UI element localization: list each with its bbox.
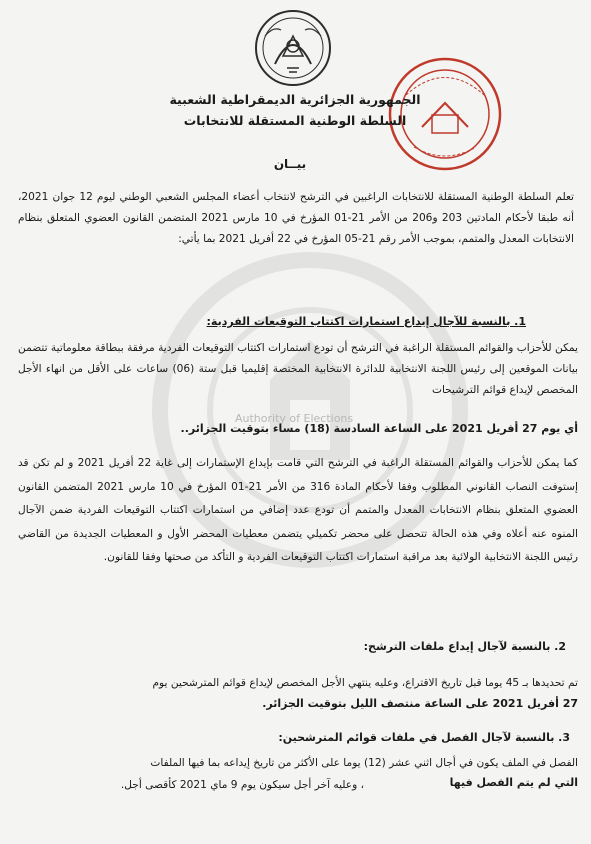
section-1-heading: 1. بالنسبة للآجال إيداع استمارات اكتتاب التوقيعات الفردية:	[206, 315, 526, 328]
section-1-deadline: أي يوم 27 أفريل 2021 على الساعة السادسة (18) مساء بتوقيت الجزائر..	[180, 422, 578, 435]
intro-paragraph: تعلم السلطة الوطنية المستقلة للانتخابات الراغبين في الترشح لانتخاب أعضاء المجلس الشعبي الوطني ليوم 12 جوان 2021، أنه طبقا لأحكام المادتين 203 و206 من الأمر 21-01 المؤرخ في 10 مارس 2021 المتضمن القانون العضوي المتعلق بنظام الانتخابات المعدل والمتمم، بموجب الأمر رقم 21-05 المؤرخ في 22 أفريل 2021 بما يأتي:	[18, 191, 575, 245]
section-3-paragraph: الفصل في الملف يكون في أجال اثني عشر (12) يوما على الأكثر من تاريخ إيداعه بما فيها الملفات	[150, 757, 578, 769]
section-2-paragraph: تم تحديدها بـ 45 يوما قبل تاريخ الاقتراع، وعليه ينتهي الأجل المخصص لإيداع قوائم المترشحين يوم	[152, 677, 578, 689]
republic-heading: الجمهورية الجزائرية الديمقراطية الشعبية	[169, 92, 421, 107]
section-1-paragraph-a: يمكن للأحزاب والقوائم المستقلة الراغبة في الترشح أن تودع استمارات اكتتاب التوقيعات الفردية مرفقة ببطاقة معلوماتية تتضمن بيانات الموقعين إلى رئيس اللجنة الانتخابية للدائرة الانتخابية المختصة إقليميا قبل ستة (06) ساعات على الأقل من انهاء الأجل المخصص لإيداع قوائم الترشيحات	[18, 342, 578, 396]
section-3-paragraph-end: ، وعليه آخر أجل سيكون يوم 9 ماي 2021 كأقصى أجل.	[120, 779, 364, 791]
section-3-heading: 3. بالنسبة لآجال الفصل في ملفات قوائم المترشحين:	[278, 731, 570, 744]
section-2-heading: 2. بالنسبة لآجال إيداع ملفات الترشح:	[363, 640, 566, 653]
section-1-paragraph-b: كما يمكن للأحزاب والقوائم المستقلة الراغبة في الترشح التي قامت بإيداع الإستمارات إلى غاية 22 أفريل 2021 و لم تكن قد إستوفت النصاب القانوني المطلوب وفقا لأحكام المادة 316 من الأمر 21-01 المؤرخ في 10 مارس 2021 المتضمن القانون العضوي المتعلق بنظام الانتخابات المعدل والمتمم أن تودع عدد إضافي من استمارات اكتتاب التوقيعات الفردية ضمن الآجال المنوه عنه أعلاه وفي هذه الحالة تتحصل على محضر تكميلي يتضمن معطيات المحضر الأول و المعطيات الجديدة من القاضي رئيس اللجنة الانتخابية الولائية بعد مراقبة استمارات اكتتاب التوقيعات الفردية و التأكد من صحتها وفقا للقانون.	[18, 457, 578, 563]
algeria-emblem-logo	[253, 6, 333, 90]
watermark-text: Authority of Elections	[235, 412, 354, 425]
authority-heading: السلطة الوطنية المستقلة للانتخابات	[183, 113, 407, 128]
section-2-deadline: 27 أفريل 2021 على الساعة منتصف الليل بتوقيت الجزائر.	[262, 697, 578, 710]
section-3-bold: التي لم يتم الفصل فيها	[449, 776, 578, 789]
document-title: بيــان	[273, 157, 307, 171]
